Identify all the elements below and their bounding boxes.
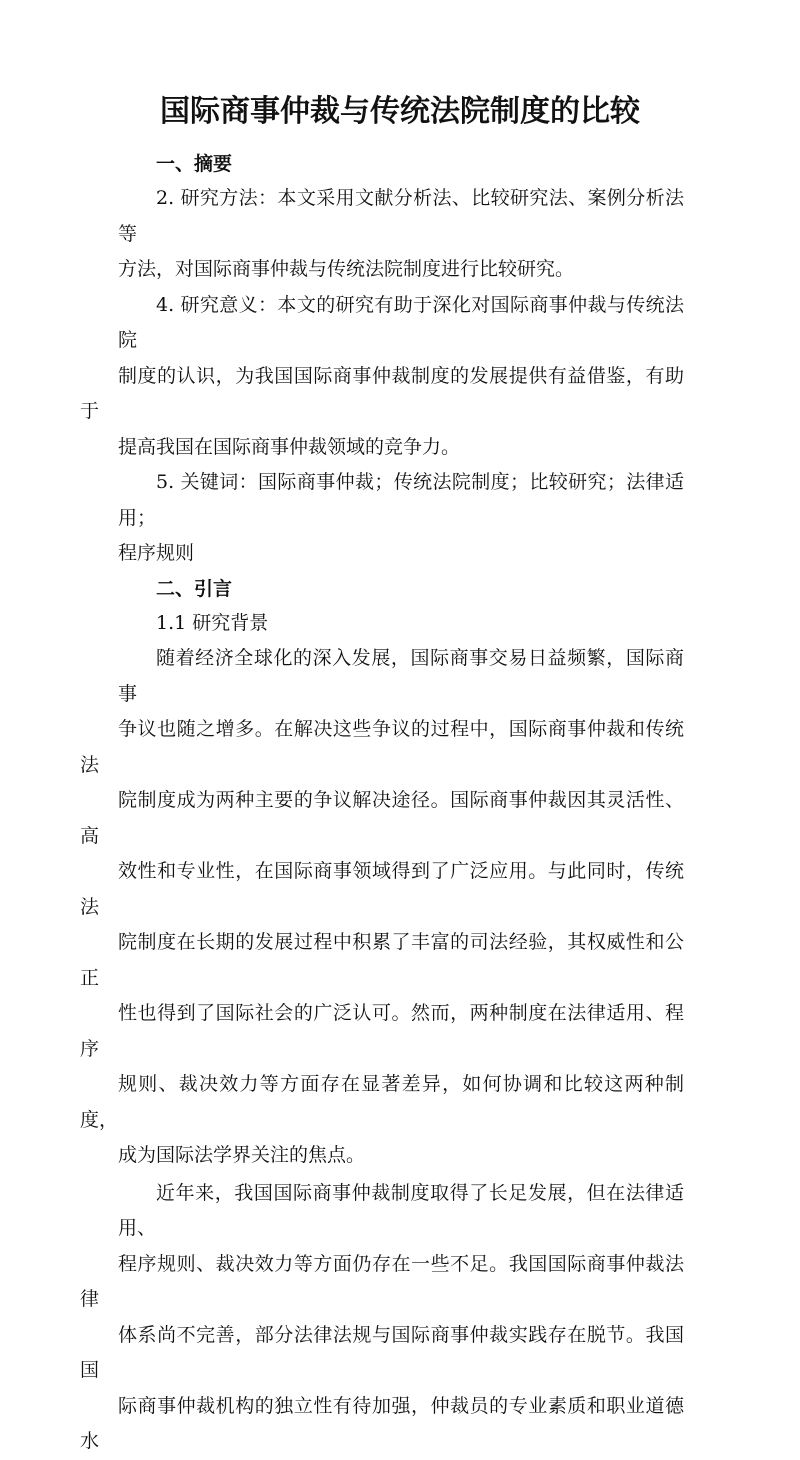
text-line: 性也得到了国际社会的广泛认可。然而，两种制度在法律适用、程序 [80,1002,684,1060]
text-line: 方法，对国际商事仲裁与传统法院制度进行比较研究。 [118,258,575,280]
document-body [80,147,684,1460]
text-line: 4. 研究意义：本文的研究有助于深化对国际商事仲裁与传统法院 [118,293,684,351]
text-line: 近年来，我国国际商事仲裁制度取得了长足发展，但在法律适用、 [118,1181,684,1239]
intro-paragraph-2 [80,1176,684,1460]
abstract-paragraph-significance [80,288,684,466]
text-line: 随着经济全球化的深入发展，国际商事交易日益频繁，国际商事 [118,647,684,705]
text-line: 5. 关键词：国际商事仲裁；传统法院制度；比较研究；法律适用； [118,471,684,529]
text-line: 制度的认识，为我国国际商事仲裁制度的发展提供有益借鉴，有助于 [80,364,684,422]
text-line: 程序规则、裁决效力等方面仍存在一些不足。我国国际商事仲裁法律 [80,1252,684,1310]
text-line: 成为国际法学界关注的焦点。 [118,1144,366,1166]
text-line: 际商事仲裁机构的独立性有待加强，仲裁员的专业素质和职业道德水 [80,1394,684,1452]
document-title: 国际商事仲裁与传统法院制度的比较 [160,94,640,129]
text-line: 争议也随之增多。在解决这些争议的过程中，国际商事仲裁和传统法 [80,718,684,776]
intro-paragraph-1 [80,641,684,1174]
subsection-heading-background: 1.1 研究背景 [156,611,269,634]
text-line: 院制度在长期的发展过程中积累了丰富的司法经验，其权威性和公正 [80,931,684,989]
text-line: 规则、裁决效力等方面存在显著差异，如何协调和比较这两种制度， [80,1073,684,1131]
section-heading-abstract: 一、摘要 [156,153,233,175]
section-heading-introduction: 二、引言 [156,577,233,600]
text-line: 效性和专业性，在国际商事领域得到了广泛应用。与此同时，传统法 [80,860,684,918]
text-line: 2. 研究方法：本文采用文献分析法、比较研究法、案例分析法等 [118,187,684,245]
abstract-paragraph-keywords [118,465,684,572]
text-line: 提高我国在国际商事仲裁领域的竞争力。 [118,435,461,458]
abstract-paragraph-methods [118,181,684,288]
text-line: 程序规则 [118,542,195,564]
text-line: 院制度成为两种主要的争议解决途径。国际商事仲裁因其灵活性、高 [80,789,684,847]
text-line: 体系尚不完善，部分法律法规与国际商事仲裁实践存在脱节。我国国 [80,1323,684,1381]
